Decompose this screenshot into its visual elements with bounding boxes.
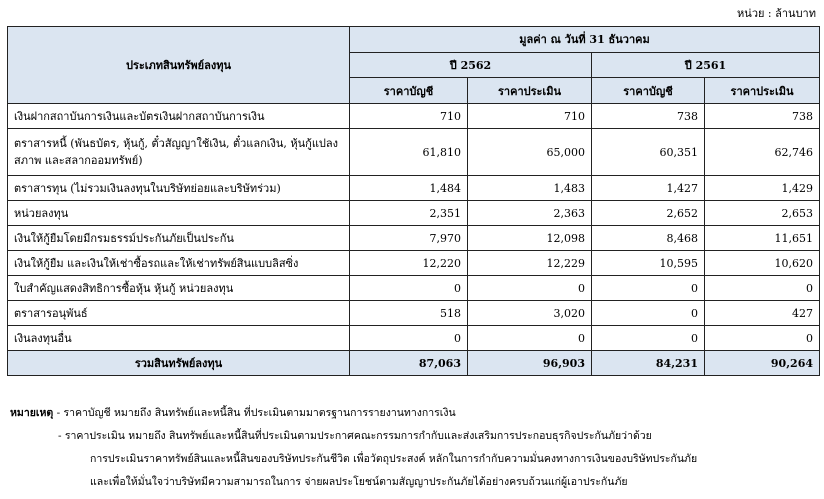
- cell-appraised-2562: 1,483: [468, 176, 592, 201]
- table-row: [8, 226, 820, 251]
- total-book-2562: 87,063: [350, 351, 468, 376]
- row-label: เงินให้กู้ยืมโดยมีกรมธรรม์ประกันภัยเป็นประกัน: [8, 226, 350, 251]
- book-value-header-2562: ราคาบัญชี: [350, 78, 468, 104]
- total-appraised-2562: 96,903: [468, 351, 592, 376]
- cell-appraised-2561: 1,429: [705, 176, 820, 201]
- cell-appraised-2561: 10,620: [705, 251, 820, 276]
- row-label: เงินให้กู้ยืม และเงินให้เช่าซื้อรถและให้เช่าทรัพย์สินแบบลิสซิ่ง: [8, 251, 350, 276]
- cell-appraised-2561: 738: [705, 104, 820, 129]
- cell-appraised-2562: 2,363: [468, 201, 592, 226]
- cell-appraised-2562: 12,229: [468, 251, 592, 276]
- row-label: หน่วยลงทุน: [8, 201, 350, 226]
- cell-book-2562: 0: [350, 276, 468, 301]
- cell-book-2562: 0: [350, 326, 468, 351]
- cell-appraised-2561: 11,651: [705, 226, 820, 251]
- cell-book-2561: 60,351: [592, 129, 705, 176]
- total-book-2561: 84,231: [592, 351, 705, 376]
- row-label: ตราสารทุน (ไม่รวมเงินลงทุนในบริษัทย่อยและบริษัทร่วม): [8, 176, 350, 201]
- row-label: ใบสำคัญแสดงสิทธิการซื้อหุ้น หุ้นกู้ หน่วยลงทุน: [8, 276, 350, 301]
- cell-book-2562: 61,810: [350, 129, 468, 176]
- cell-book-2562: 710: [350, 104, 468, 129]
- note-line-2: - ราคาประเมิน หมายถึง สินทรัพย์และหนี้สินที่ประเมินตามประกาศคณะกรรมการกำกับและส่งเสริมการประกอบธุรกิจประกันภัยว่าด้วย: [58, 430, 652, 442]
- table-row: [8, 276, 820, 301]
- cell-appraised-2562: 0: [468, 276, 592, 301]
- cell-appraised-2562: 65,000: [468, 129, 592, 176]
- table-row: [8, 129, 820, 176]
- cell-book-2561: 0: [592, 301, 705, 326]
- total-label: รวมสินทรัพย์ลงทุน: [8, 351, 350, 376]
- value-as-of-header: มูลค่า ณ วันที่ 31 ธันวาคม: [350, 27, 820, 53]
- total-appraised-2561: 90,264: [705, 351, 820, 376]
- row-label: ตราสารอนุพันธ์: [8, 301, 350, 326]
- cell-book-2561: 8,468: [592, 226, 705, 251]
- table-row: [8, 301, 820, 326]
- total-row: [8, 351, 820, 376]
- unit-label: หน่วย : ล้านบาท: [737, 7, 816, 20]
- cell-appraised-2562: 0: [468, 326, 592, 351]
- row-label: เงินฝากสถาบันการเงินและบัตรเงินฝากสถาบันการเงิน: [8, 104, 350, 129]
- book-value-header-2561: ราคาบัญชี: [592, 78, 705, 104]
- cell-book-2561: 2,652: [592, 201, 705, 226]
- row-label: เงินลงทุนอื่น: [8, 326, 350, 351]
- cell-appraised-2562: 12,098: [468, 226, 592, 251]
- cell-appraised-2561: 2,653: [705, 201, 820, 226]
- cell-book-2561: 1,427: [592, 176, 705, 201]
- cell-appraised-2562: 710: [468, 104, 592, 129]
- cell-book-2562: 7,970: [350, 226, 468, 251]
- note-line-3: การประเมินราคาทรัพย์สินและหนี้สินของบริษัทประกันชีวิต เพื่อวัตถุประสงค์ หลักในการกำกับความมั่นคงทางการเงินของบริษัทประกันภัย: [90, 453, 698, 465]
- table-row: [8, 251, 820, 276]
- row-label: ตราสารหนี้ (พันธบัตร, หุ้นกู้, ตั๋วสัญญาใช้เงิน, ตั๋วแลกเงิน, หุ้นกู้แปลงสภาพ และสลากออมทรัพย์): [8, 129, 350, 176]
- cell-book-2561: 0: [592, 276, 705, 301]
- note-line-4: และเพื่อให้มั่นใจว่าบริษัทมีความสามารถในการ จ่ายผลประโยชน์ตามสัญญาประกันภัยได้อย่างครบถ้วนแก่ผู้เอาประกันภัย: [90, 476, 628, 488]
- table-row: [8, 201, 820, 226]
- cell-book-2562: 518: [350, 301, 468, 326]
- cell-book-2562: 2,351: [350, 201, 468, 226]
- appraised-value-header-2561: ราคาประเมิน: [705, 78, 820, 104]
- category-header: ประเภทสินทรัพย์ลงทุน: [8, 27, 350, 104]
- year-2562-header: ปี 2562: [350, 52, 592, 78]
- cell-book-2561: 0: [592, 326, 705, 351]
- cell-appraised-2561: 0: [705, 276, 820, 301]
- table-row: [8, 104, 820, 129]
- note-label: หมายเหตุ: [10, 407, 54, 419]
- cell-appraised-2562: 3,020: [468, 301, 592, 326]
- cell-book-2561: 738: [592, 104, 705, 129]
- cell-book-2562: 12,220: [350, 251, 468, 276]
- table-row: [8, 326, 820, 351]
- note-line-1: [10, 402, 814, 425]
- footnotes: [10, 402, 814, 494]
- investment-assets-table: [7, 26, 820, 376]
- cell-appraised-2561: 62,746: [705, 129, 820, 176]
- cell-appraised-2561: 427: [705, 301, 820, 326]
- table-row: [8, 176, 820, 201]
- appraised-value-header-2562: ราคาประเมิน: [468, 78, 592, 104]
- cell-book-2562: 1,484: [350, 176, 468, 201]
- cell-appraised-2561: 0: [705, 326, 820, 351]
- cell-book-2561: 10,595: [592, 251, 705, 276]
- note-text-1: - ราคาบัญชี หมายถึง สินทรัพย์และหนี้สิน ที่ประเมินตามมาตรฐานการรายงานทางการเงิน: [53, 407, 456, 419]
- year-2561-header: ปี 2561: [592, 52, 820, 78]
